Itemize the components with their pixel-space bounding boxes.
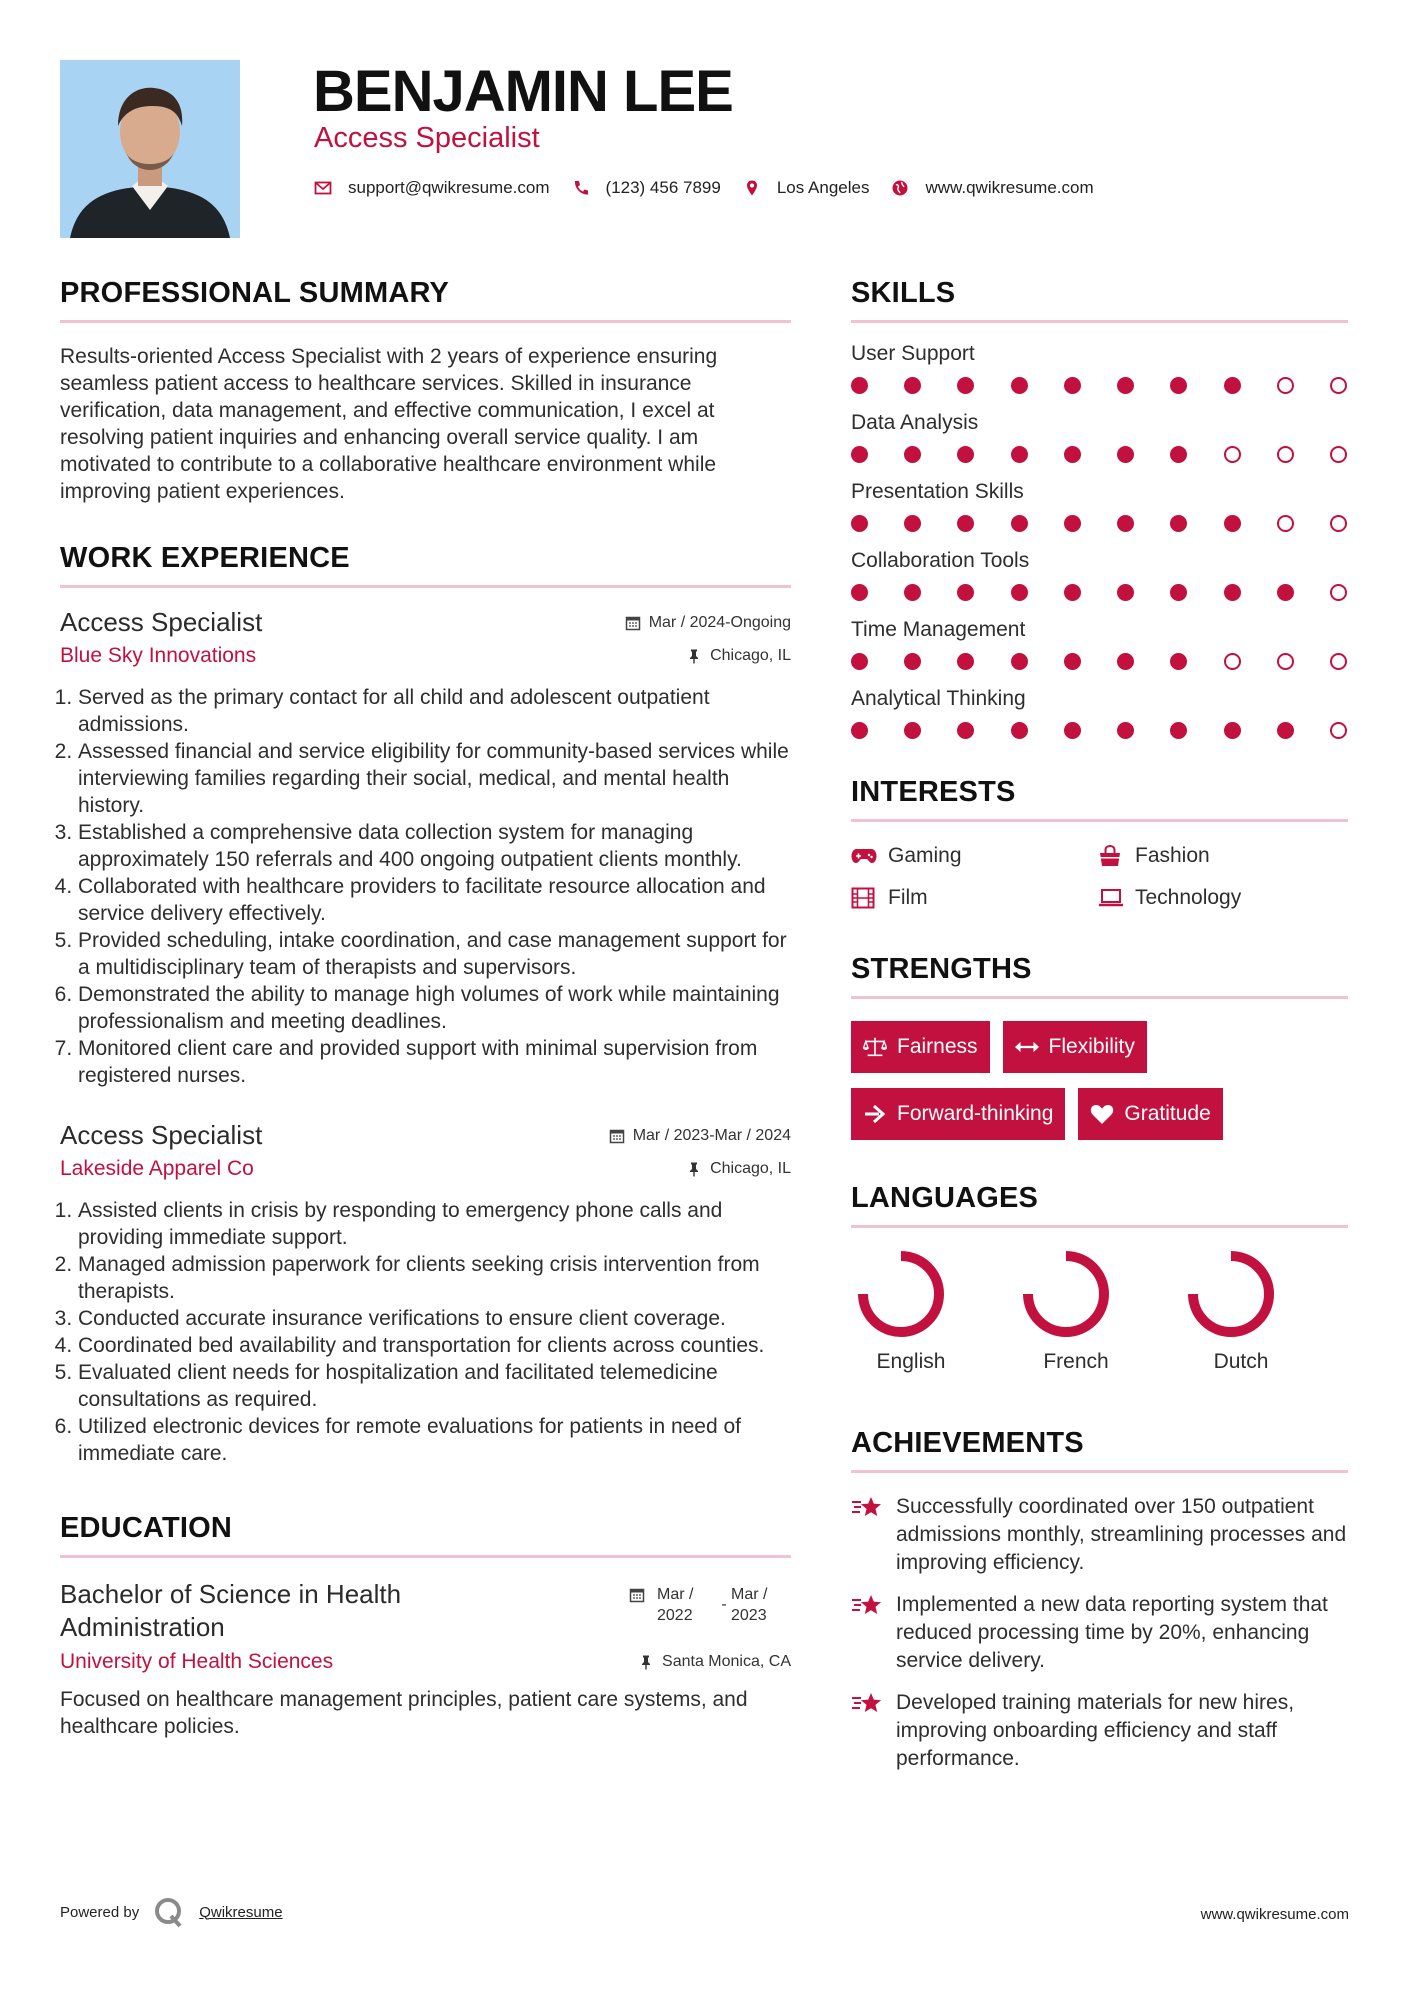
contact-phone-text: (123) 456 7899: [605, 178, 721, 197]
skill-dot: [1277, 722, 1294, 739]
skill-name: User Support: [851, 342, 975, 365]
job-subheader: [60, 642, 791, 670]
achievement-text: Successfully coordinated over 150 outpatient admissions monthly, streamlining processes and improving efficiency.: [896, 1495, 1347, 1574]
contact-email[interactable]: [314, 178, 550, 198]
languages-heading: LANGUAGES: [851, 1182, 1039, 1214]
summary-text: Results-oriented Access Specialist with 2 years of experience ensuring seamless patient access to healthcare services. Skilled in insurance verification, data management, and effective communication, I excel at resolving patient inquiries and enhancing overall service quality. I am motivated to contribute to a collaborative healthcare environment while improving patient experiences.: [60, 345, 718, 503]
skill-name: Presentation Skills: [851, 480, 1024, 503]
interest-label: Fashion: [1135, 844, 1210, 867]
job-bullet: 3. Established a comprehensive data collection system for managing approximately 150 referrals and 400 ongoing outpatient clients monthly.: [78, 819, 791, 873]
job-bullet: 1. Served as the primary contact for all child and adolescent outpatient admissions.: [78, 684, 791, 738]
skill-dot: [1224, 446, 1241, 463]
skill-dot: [1330, 584, 1347, 601]
job-bullets: [60, 1197, 791, 1467]
skill-list: [851, 341, 1348, 739]
education-section: [60, 1511, 791, 1740]
skill-dot: [1277, 515, 1294, 532]
job-bullet: 1. Assisted clients in crisis by responding to emergency phone calls and providing immediate support.: [78, 1197, 791, 1251]
skill-name: Analytical Thinking: [851, 687, 1026, 710]
strengths-heading: STRENGTHS: [851, 953, 1032, 985]
strengths-section: [851, 952, 1348, 1155]
language-name: Dutch: [1213, 1350, 1269, 1373]
skill-dot: [904, 515, 921, 532]
candidate-role: Access Specialist: [314, 122, 540, 154]
skill-item: [851, 479, 1348, 532]
strength-badge: [1003, 1021, 1147, 1073]
section-divider: [60, 1555, 791, 1558]
job-bullet: 7. Monitored client care and provided support with minimal supervision from registered nurses.: [78, 1035, 791, 1089]
strength-badge: [851, 1021, 990, 1073]
language-gauge: [857, 1250, 945, 1338]
job-entry: [60, 1119, 791, 1467]
skill-dot: [1064, 653, 1081, 670]
section-divider: [851, 320, 1348, 323]
phone-icon: [572, 179, 590, 197]
interest-film: [851, 886, 1098, 910]
education-subheader: [60, 1648, 791, 1676]
brand-link[interactable]: Qwikresume: [199, 1903, 283, 1921]
section-divider: [851, 996, 1348, 999]
job-bullet: 3. Conducted accurate insurance verifications to ensure client coverage.: [78, 1305, 791, 1332]
skill-rating: [851, 722, 1348, 739]
pushpin-icon: [686, 1161, 702, 1177]
job-title: Access Specialist: [60, 1120, 263, 1150]
language-item: [1181, 1250, 1346, 1374]
job-location-text: Chicago, IL: [710, 1160, 791, 1177]
job-title: Access Specialist: [60, 607, 263, 637]
skill-dot: [1277, 446, 1294, 463]
job-bullet: 5. Provided scheduling, intake coordination, and case management support for a multidisciplinary team of therapists and supervisors.: [78, 927, 791, 981]
job-bullet: 2. Assessed financial and service eligibility for community-based services while interviewing families regarding their social, medical, and mental health history.: [78, 738, 791, 819]
skill-dot: [957, 653, 974, 670]
interests-heading: INTERESTS: [851, 776, 1016, 808]
experience-heading: WORK EXPERIENCE: [60, 542, 350, 574]
job-location-text: Chicago, IL: [710, 647, 791, 664]
education-dates: [629, 1584, 791, 1644]
skill-dot: [1170, 722, 1187, 739]
languages-section: [851, 1181, 1348, 1374]
skill-item: [851, 686, 1348, 739]
skill-dot: [1330, 515, 1347, 532]
skill-dot: [1170, 446, 1187, 463]
skill-rating: [851, 377, 1348, 394]
strength-label: Gratitude: [1124, 1102, 1211, 1125]
skill-name: Time Management: [851, 618, 1026, 641]
education-degree: Bachelor of Science in Health Administration: [60, 1579, 402, 1642]
summary-section: [60, 276, 791, 505]
pushpin-icon: [686, 648, 702, 664]
skill-dot: [1330, 653, 1347, 670]
strength-badges: [851, 1021, 1348, 1155]
arrow-right-icon: [863, 1103, 887, 1125]
skill-name: Collaboration Tools: [851, 549, 1030, 572]
skill-dot: [1117, 584, 1134, 601]
arrows-horizontal-icon: [1015, 1036, 1039, 1058]
education-location: [638, 1653, 791, 1671]
job-company: Lakeside Apparel Co: [60, 1157, 254, 1180]
footer-powered-by: [60, 1896, 283, 1928]
skill-rating: [851, 653, 1348, 670]
education-location-text: Santa Monica, CA: [662, 1653, 791, 1670]
interests-section: [851, 775, 1348, 910]
skill-dot: [904, 446, 921, 463]
achievements-section: [851, 1426, 1348, 1773]
heart-icon: [1090, 1103, 1114, 1125]
education-start-month: Mar /: [657, 1586, 694, 1603]
skill-dot: [957, 722, 974, 739]
job-date: [625, 614, 791, 632]
map-pin-icon: [743, 179, 761, 197]
interest-label: Technology: [1135, 886, 1242, 909]
skill-dot: [1011, 515, 1028, 532]
strength-label: Flexibility: [1048, 1035, 1135, 1058]
language-item: [851, 1250, 1016, 1374]
interest-label: Film: [888, 886, 928, 909]
skill-dot: [851, 515, 868, 532]
job-date-text: Mar / 2023-Mar / 2024: [632, 1127, 791, 1144]
star-achievement-icon: [851, 1593, 885, 1619]
language-gauge-arc: [1193, 1256, 1269, 1332]
skill-dot: [1064, 515, 1081, 532]
skill-name: Data Analysis: [851, 411, 979, 434]
skill-dot: [1224, 722, 1241, 739]
job-company: Blue Sky Innovations: [60, 644, 257, 667]
job-bullet: 4. Collaborated with healthcare providers to facilitate resource allocation and service delivery effectively.: [78, 873, 791, 927]
globe-icon: [891, 179, 909, 197]
achievements-heading: ACHIEVEMENTS: [851, 1427, 1084, 1459]
job-subheader: [60, 1155, 791, 1183]
language-item: [1016, 1250, 1181, 1374]
interest-technology: [1098, 886, 1348, 910]
skill-dot: [1224, 653, 1241, 670]
language-gauge: [1022, 1250, 1110, 1338]
achievement-item: [851, 1591, 1348, 1675]
skill-item: [851, 341, 1348, 394]
contact-bar: [314, 178, 1094, 198]
skill-dot: [957, 584, 974, 601]
skill-dot: [1330, 446, 1347, 463]
education-heading: EDUCATION: [60, 1512, 233, 1544]
job-bullets: [60, 684, 791, 1089]
education-start-year: 2022: [657, 1607, 693, 1624]
job-bullet: 4. Coordinated bed availability and transportation for clients across counties.: [78, 1332, 791, 1359]
skill-dot: [1224, 377, 1241, 394]
job-list: [60, 606, 791, 1467]
experience-section: [60, 541, 791, 1467]
skill-dot: [1224, 584, 1241, 601]
education-school: University of Health Sciences: [60, 1650, 334, 1673]
laptop-icon: [1098, 887, 1124, 909]
skill-dot: [904, 722, 921, 739]
skill-dot: [1277, 377, 1294, 394]
interest-grid: [851, 844, 1348, 910]
skill-item: [851, 410, 1348, 463]
skill-dot: [1011, 722, 1028, 739]
section-divider: [60, 585, 791, 588]
star-achievement-icon: [851, 1495, 885, 1521]
skill-dot: [1330, 722, 1347, 739]
education-start: [657, 1584, 717, 1626]
language-name: French: [1043, 1350, 1109, 1373]
language-gauge-arc: [1028, 1256, 1104, 1332]
language-name: English: [876, 1350, 946, 1373]
skill-dot: [1011, 653, 1028, 670]
contact-email-text: support@qwikresume.com: [348, 178, 550, 197]
skill-dot: [904, 584, 921, 601]
contact-website-text: www.qwikresume.com: [925, 178, 1094, 197]
achievement-item: [851, 1689, 1348, 1773]
pushpin-icon: [638, 1654, 654, 1670]
skill-dot: [904, 653, 921, 670]
skill-rating: [851, 584, 1348, 601]
skill-dot: [957, 515, 974, 532]
job-date: [609, 1127, 791, 1145]
education-description: Focused on healthcare management principles, patient care systems, and healthcare policies.: [60, 1688, 748, 1738]
job-entry: [60, 606, 791, 1089]
job-bullet: 2. Managed admission paperwork for clients seeking crisis intervention from therapists.: [78, 1251, 791, 1305]
education-header: [60, 1578, 791, 1644]
language-gauge-arc: [863, 1256, 939, 1332]
job-header: [60, 606, 791, 638]
skill-dot: [851, 446, 868, 463]
skills-section: [851, 276, 1348, 739]
right-column: [851, 276, 1348, 1773]
scale-icon: [863, 1036, 887, 1058]
achievement-list: [851, 1493, 1348, 1773]
skill-dot: [851, 722, 868, 739]
powered-by-text: Powered by: [60, 1903, 140, 1921]
skill-dot: [1117, 722, 1134, 739]
skill-item: [851, 617, 1348, 670]
interest-gaming: [851, 844, 1098, 868]
calendar-icon: [625, 615, 641, 631]
skill-dot: [1064, 584, 1081, 601]
skill-dot: [1064, 722, 1081, 739]
skill-dot: [1011, 446, 1028, 463]
contact-phone[interactable]: [572, 178, 721, 198]
job-header: [60, 1119, 791, 1151]
section-divider: [851, 819, 1348, 822]
section-divider: [851, 1225, 1348, 1228]
skill-dot: [1117, 653, 1134, 670]
strength-label: Fairness: [897, 1035, 978, 1058]
profile-photo: [60, 60, 240, 238]
education-end-year: 2023: [731, 1607, 767, 1624]
skill-dot: [904, 377, 921, 394]
skills-heading: SKILLS: [851, 277, 956, 309]
job-bullet: 6. Demonstrated the ability to manage high volumes of work while maintaining professionalism and meeting deadlines.: [78, 981, 791, 1035]
skill-dot: [957, 446, 974, 463]
candidate-name: BENJAMIN LEE: [313, 59, 733, 124]
skill-dot: [1170, 653, 1187, 670]
achievement-item: [851, 1493, 1348, 1577]
skill-dot: [1117, 515, 1134, 532]
strength-label: Forward-thinking: [897, 1102, 1054, 1125]
skill-dot: [1011, 584, 1028, 601]
job-bullet: 5. Evaluated client needs for hospitalization and facilitated telemedicine consultations as required.: [78, 1359, 791, 1413]
job-location: [686, 647, 791, 665]
contact-location: [743, 178, 870, 198]
summary-heading: PROFESSIONAL SUMMARY: [60, 277, 450, 309]
film-icon: [851, 887, 877, 909]
job-location: [686, 1160, 791, 1178]
skill-dot: [1117, 377, 1134, 394]
contact-location-text: Los Angeles: [776, 178, 870, 197]
calendar-icon: [629, 1587, 645, 1603]
skill-rating: [851, 446, 1348, 463]
education-end-month: Mar /: [731, 1586, 768, 1603]
skill-dot: [851, 653, 868, 670]
skill-dot: [1064, 377, 1081, 394]
skill-dot: [1277, 653, 1294, 670]
skill-dot: [1011, 377, 1028, 394]
strength-badge: [1078, 1088, 1222, 1140]
section-divider: [60, 320, 791, 323]
skill-dot: [1170, 515, 1187, 532]
contact-website[interactable]: [891, 178, 1093, 198]
skill-dot: [1330, 377, 1347, 394]
language-gauge: [1187, 1250, 1275, 1338]
skill-dot: [1064, 446, 1081, 463]
achievement-text: Developed training materials for new hires, improving onboarding efficiency and staff performance.: [896, 1691, 1295, 1770]
section-divider: [851, 1470, 1348, 1473]
skill-dot: [1277, 584, 1294, 601]
education-date-dash: -: [721, 1596, 727, 1613]
skill-dot: [957, 377, 974, 394]
interest-label: Gaming: [888, 844, 962, 867]
left-column: [60, 276, 791, 1740]
footer-website[interactable]: www.qwikresume.com: [1200, 1906, 1349, 1923]
skill-dot: [1170, 584, 1187, 601]
skill-dot: [1224, 515, 1241, 532]
skill-dot: [1170, 377, 1187, 394]
skill-dot: [851, 584, 868, 601]
skill-item: [851, 548, 1348, 601]
calendar-icon: [609, 1128, 625, 1144]
shopping-bag-icon: [1098, 845, 1124, 867]
achievement-text: Implemented a new data reporting system that reduced processing time by 20%, enhancing service delivery.: [896, 1593, 1328, 1672]
job-bullet: 6. Utilized electronic devices for remote evaluations for patients in need of immediate care.: [78, 1413, 791, 1467]
gamepad-icon: [851, 845, 877, 867]
skill-dot: [851, 377, 868, 394]
qwikresume-logo-icon: [153, 1896, 185, 1928]
strength-badge: [851, 1088, 1065, 1140]
education-end: [731, 1584, 791, 1626]
skill-rating: [851, 515, 1348, 532]
skill-dot: [1117, 446, 1134, 463]
job-date-text: Mar / 2024-Ongoing: [648, 614, 791, 631]
interest-fashion: [1098, 844, 1348, 868]
language-list: [851, 1250, 1348, 1374]
envelope-icon: [314, 179, 332, 197]
star-achievement-icon: [851, 1691, 885, 1717]
